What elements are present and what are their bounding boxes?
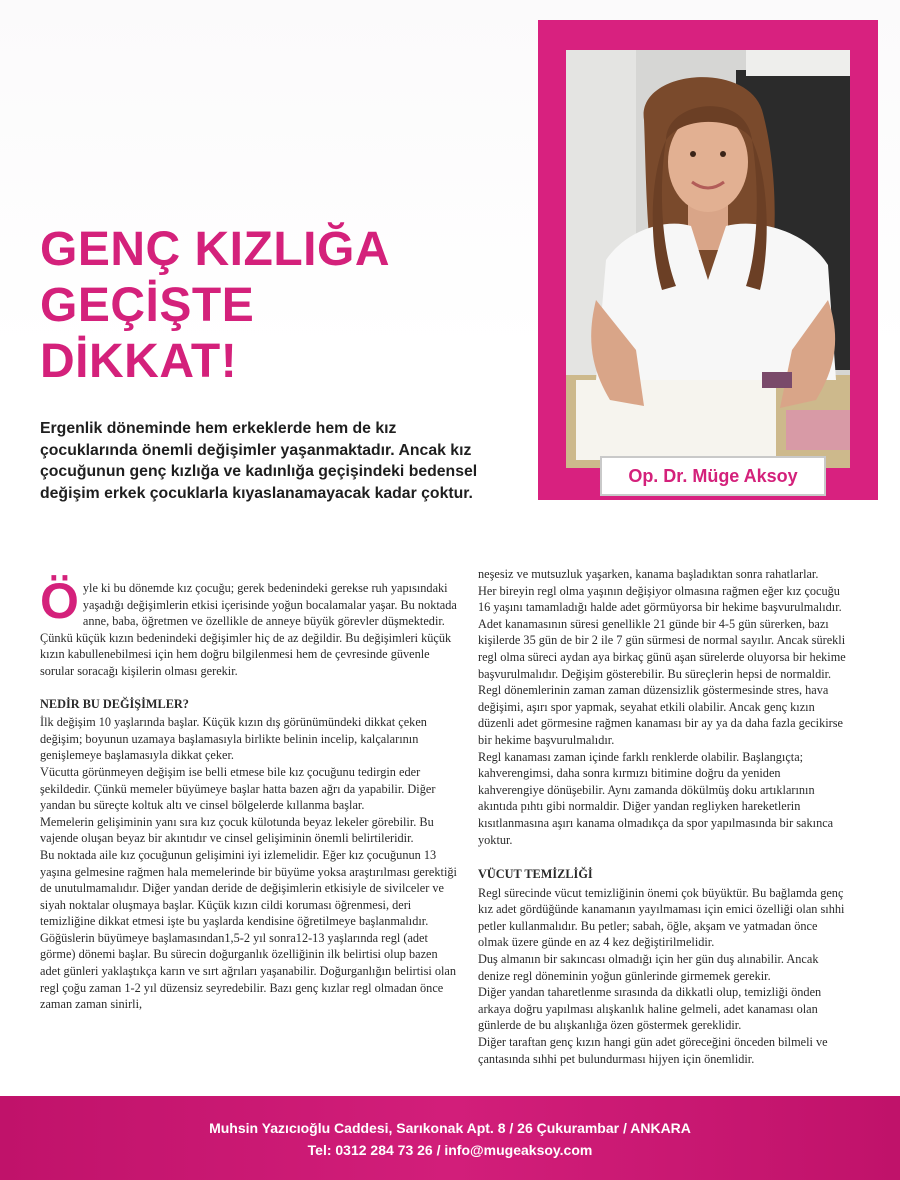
- body-line: kahverengiye dönüşebilir. Aynı zamanda dökülmüş doku artıklarının: [478, 782, 815, 797]
- drop-cap: Ö: [40, 573, 79, 629]
- body-line: düzenli adet görmesine rağmen kanaması bir ay ya da daha fazla gecikirse: [478, 716, 843, 731]
- body-paragraph: Vücutta görünmeyen değişim ise belli etmese bile kız çocuğunu tedirgin eder şekildedir. Çünkü memeler büyümeye başlar hatta bazen ağrı da yapabilir. Diğer yandan bu süreçte koltuk altı ve cinsel bölgelerde kıllanma başlar.: [40, 764, 436, 813]
- body-line: değişimi, aşırı spor yapmak, seyahat etkili olabilir. Ancak genç kızın: [478, 699, 815, 714]
- body-line: çantasında sıhhi pet bulundurması hijyen için önemlidir.: [478, 1051, 755, 1066]
- body-line: yoktur.: [478, 832, 513, 847]
- body-line: 16 yaşını tamamladığı halde adet görmüyorsa bir hekime başvurulmalıdır.: [478, 600, 842, 615]
- body-line: kahverengimsi, daha sonra kırmızı bitimine doğru da yeniden: [478, 766, 781, 781]
- body-line: regl olma süreci aydan aya birkaç günü aşan sürelerde oluyorsa bir hekime: [478, 649, 846, 664]
- body-paragraph: Bu noktada aile kız çocuğunun gelişimini iyi izlemelidir. Eğer kız çocuğunun 13 yaşına gelmesine rağmen hala memelerinde bir büyüme yoksa araştırılması gerektiği de unutulmamalıdır. Diğer yandan deride de değişimlerin etkisiyle de sivilceler ve siyah noktalar oluşmaya başlar. Küçük kızın cildi koruması öğrenmesi, deri temizliğine dikkat etmesi işte bu yaşlarda kendisine öğretilmeye başlanmalıdır.: [40, 847, 457, 929]
- headline-line: GEÇİŞTE: [40, 279, 255, 332]
- body-line: akıntıda pıhtı gibi normaldir. Diğer yandan regliyken hareketlerin: [478, 799, 801, 814]
- portrait-illustration: [566, 50, 850, 468]
- footer-contact: Tel: 0312 284 73 26 / info@mugeaksoy.com: [307, 1142, 593, 1158]
- body-line: Adet kanamasının süresi genellikle 21 günde bir 4-5 gün sürerken, bazı: [478, 616, 829, 631]
- section-heading: NEDİR BU DEĞİŞİMLER?: [40, 696, 189, 711]
- body-line: Diğer taraftan genç kızın hangi gün adet göreceğini önceden bilmeli ve: [478, 1035, 828, 1050]
- body-line: arkaya doğru yapılması alışkanlık haline gelmeli, adet kanaması olan: [478, 1001, 818, 1016]
- body-line: Duş almanın bir sakıncası olmadığı için her gün duş alınabilir. Ancak: [478, 952, 819, 967]
- body-line: Her bireyin regl olma yaşının değişiyor olmasına rağmen eğer kız çocuğu: [478, 583, 840, 598]
- body-line: kısıtlanmasına aşırı kanama olmadıkça da spor yapılmasında bir sakınca: [478, 815, 834, 830]
- body-line: olmak üzere günde en az 4 kez değiştirilmelidir.: [478, 935, 715, 950]
- body-line: Regl sürecinde vücut temizliğinin önemi çok büyüktür. Bu bağlamda genç: [478, 885, 844, 900]
- body-line: Regl kanaması zaman içinde farklı renklerde olabilir. Başlangıçta;: [478, 749, 804, 764]
- body-line: başvurulmalıdır. Değişim gösterebilir. Bu süreçlerin hepsi de normaldir.: [478, 666, 832, 681]
- article-column-right: [478, 566, 898, 1067]
- body-line: kişilerde 35 gün de bir 2 ile 7 gün sürmesi de normal sayılır. Ancak sürekli: [478, 633, 846, 648]
- article-headline: [40, 222, 390, 390]
- body-paragraph: Göğüslerin büyümeye başlamasından1,5-2 yıl sonra12-13 yaşlarında regl (adet görme) dönemi başlar. Bu sürecin doğurganlık özelliğinin ilk belirtisi olup bazen adet günleri yaklaştıkça karın ve sırt ağrıları yaşanabilir. Doğurganlığın belirtisi olan regl çoğu zaman 1-2 yıl düzensiz seyredebilir. Bazı genç kızlar regl olmadan önce zaman zaman sinirli,: [40, 930, 457, 1012]
- body-line: neşesiz ve mutsuzluk yaşarken, kanama başladıktan sonra rahatlarlar.: [478, 567, 819, 581]
- headline-line: GENÇ KIZLIĞA: [40, 223, 390, 276]
- section-heading: VÜCUT TEMİZLİĞİ: [478, 867, 593, 882]
- lead-paragraph: Ergenlik döneminde hem erkeklerde hem de kız çocuklarında önemli değişimler yaşanmaktadır. Ancak kız çocuğunun genç kızlığa ve kadınlığa geçişindeki bedensel değişim erkek çocuklarla kıyaslanamayacak kadar çoktur.: [40, 420, 478, 502]
- body-line: bir hekime başvurulmalıdır.: [478, 732, 615, 747]
- body-line: günlerde de bu alışkanlığa özen göstermek gereklidir.: [478, 1018, 742, 1033]
- body-paragraph: Memelerin gelişiminin yanı sıra kız çocuk külotunda beyaz lekeler görebilir. Bu vajende oluşan beyaz bir akıntıdır ve cinsel gelişiminin önemli belirtileridir.: [40, 814, 434, 846]
- footer-address: Muhsin Yazıcıoğlu Caddesi, Sarıkonak Apt. 8 / 26 Çukurambar / ANKARA: [209, 1120, 691, 1136]
- body-line: kız adet gördüğünde kanamanın yayılmaması için emici özelliği olan sıhhi: [478, 902, 845, 917]
- article-column-left: [40, 573, 458, 1013]
- photo-caption: Op. Dr. Müge Aksoy: [600, 456, 826, 496]
- intro-paragraph: yle ki bu dönemde kız çocuğu; gerek bedenindeki gerekse ruh yapısındaki yaşadığı değişimlerin etkisi içerisinde yoğun bocalamalar yaşar. Bu noktada anne, baba, öğretmen ve özellikle de anneye büyük görevler düşmektedir. Çünkü küçük kızın bedenindeki değişimler hiç de az değildir. Bu değişimleri küçük kızın kabullenebilmesi için hem doğru bilgilenmesi hem de çevresinde güvenle sorular soracağı kişilerin olması gerekir.: [40, 581, 457, 678]
- body-line: Diğer yandan taharetlenme sırasında da dikkatli olup, temizliği önden: [478, 985, 822, 1000]
- body-paragraph: İlk değişim 10 yaşlarında başlar. Küçük kızın dış görünümündeki dikkat çeken değişim; boyunun uzamaya başlamasıyla birlikte belinin incelip, kalçalarının genişlemeye başlamasıyla dikkat çeker.: [40, 715, 427, 763]
- contact-footer: [0, 1096, 900, 1180]
- body-line: petler kullanmalıdır. Bu petler; sabah, öğle, akşam ve yatmadan önce: [478, 918, 818, 933]
- body-line: Regl dönemlerinin zaman zaman düzensizlik göstermesinde stres, hava: [478, 683, 829, 698]
- headline-line: DİKKAT!: [40, 335, 238, 388]
- body-line: denize regl döneminin yoğun günlerinde girmemek gerekir.: [478, 968, 771, 983]
- doctor-portrait: [566, 50, 850, 468]
